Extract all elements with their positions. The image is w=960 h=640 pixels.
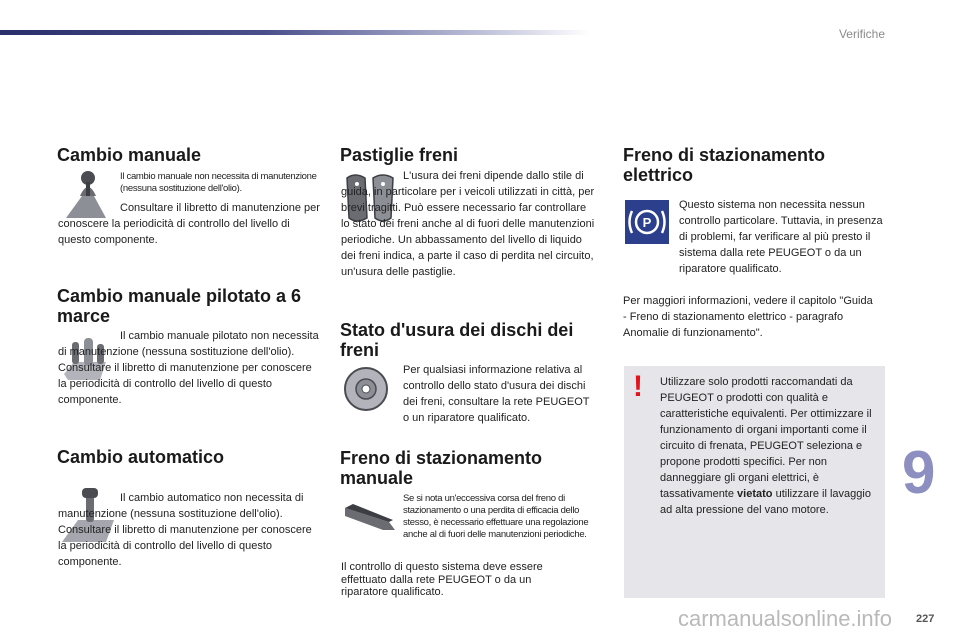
pastiglie-body: L'usura dei freni dipende dallo stile di guida, in particolare per i veicoli utilizzati in città, per brevi tragitti. Può essere necessario far controllare lo stato dei freni anche al di fuori delle manutenzioni periodiche. Un abbassamento del livello di liquido dei freni indica, a parte il caso di perdita nel circuito, un'usura delle pastiglie. [341, 170, 595, 278]
cambio-pilotato-title: Cambio manuale pilotato a 6 marce [57, 286, 302, 326]
chapter-number: 9 [902, 439, 936, 506]
handbrake-lever-icon [343, 502, 397, 532]
freno-manuale-body: Il controllo di questo sistema deve essere effettuato dalla rete PEUGEOT o da un riparatore qualificato. [341, 561, 543, 598]
cambio-manuale-title: Cambio manuale [57, 145, 202, 165]
watermark: carmanualsonline.info [678, 606, 893, 631]
freno-manuale-note: Se si nota un'eccessiva corsa del freno di stazionamento o una perdita di efficacia dello stesso, è necessario effettuare una regolazione anche al di fuori delle manutenzioni periodiche. [403, 493, 589, 540]
section-header: Verifiche [838, 27, 885, 41]
svg-text:P: P [642, 215, 652, 230]
electric-parking-brake-icon [625, 200, 669, 244]
freno-manuale-title: Freno di stazionamento manuale [340, 448, 543, 488]
freno-elettrico-title: Freno di stazionamento elettrico [623, 145, 826, 185]
warning-box [624, 366, 885, 598]
cambio-pilotato-body: Il cambio manuale pilotato non necessita di manutenzione (nessuna sostituzione dell'olio). Consultare il libretto di manutenzione per conoscere la periodicità di controllo del livello di questo componente. [58, 330, 319, 406]
dischi-title: Stato d'usura dei dischi dei freni [340, 320, 574, 360]
warning-bold: vietato [737, 488, 773, 500]
pastiglie-title: Pastiglie freni [340, 145, 459, 165]
freno-elettrico-body: Questo sistema non necessita nessun controllo particolare. Tuttavia, in presenza di problemi, far verificare al più presto il sistema dalla rete PEUGEOT o da un riparatore qualificato. [679, 199, 883, 275]
warning-text: Utilizzare solo prodotti raccomandati da PEUGEOT o prodotti con qualità e caratteristiche equivalenti. Per ottimizzare il funzionamento di organi importanti come il circuito di frenata, PEUGEOT seleziona e propone prodotti specifici. Per non danneggiare gli organi elettrici, è tassativamente vietato utilizzare il lavaggio ad alta pressione del vano motore. [660, 376, 872, 516]
warning-icon: ! [633, 370, 643, 403]
cambio-manuale-body: Consultare il libretto di manutenzione per conoscere la periodicità di controllo del livello di questo componente. [58, 202, 320, 246]
cambio-manuale-note: Il cambio manuale non necessita di manutenzione (nessuna sostituzione dell'olio). [120, 171, 317, 194]
cambio-automatico-title: Cambio automatico [57, 447, 225, 467]
page-number: 227 [916, 613, 935, 625]
dischi-body: Per qualsiasi informazione relativa al controllo dello stato d'usura dei dischi dei freni, consultare la rete PEUGEOT o un riparatore qualificato. [403, 364, 590, 424]
cambio-automatico-body: Il cambio automatico non necessita di manutenzione (nessuna sostituzione dell'olio). Consultare il libretto di manutenzione per conoscere la periodicità di controllo del livello di questo componente. [58, 492, 312, 568]
header-gradient-bar [0, 30, 590, 35]
brake-disc-icon [343, 366, 389, 412]
freno-elettrico-more: Per maggiori informazioni, vedere il capitolo "Guida - Freno di stazionamento elettrico - paragrafo Anomalie di funzionamento". [623, 295, 873, 339]
